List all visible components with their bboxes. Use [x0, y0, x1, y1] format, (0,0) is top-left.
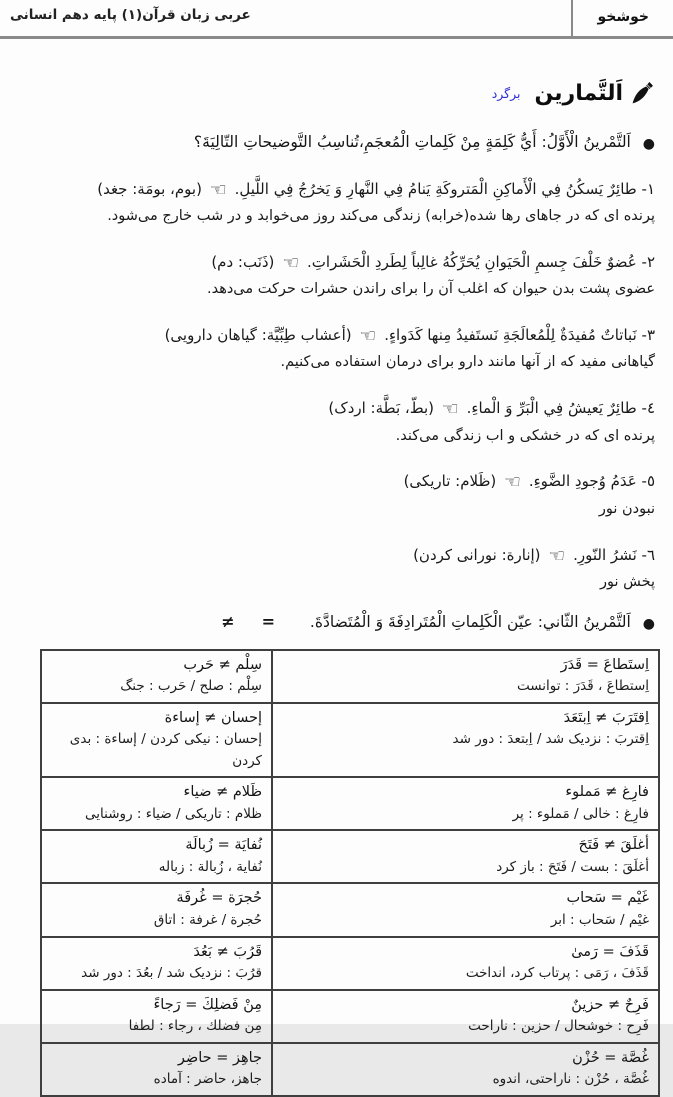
word-pair: ظَلام ≠ ضياء	[183, 784, 262, 801]
exercise-item	[14, 464, 655, 521]
item-persian-translation: گیاهانی مفید که از آنها مانند دارو برای درمان استفاده می‌کنیم.	[280, 354, 655, 371]
word-pair: غُصَّة = حُزْن	[572, 1049, 649, 1066]
item-persian-translation: عضوی پشت بدن حیوان که اغلب آن را برای راندن حشرات حرکت می‌دهد.	[206, 281, 655, 298]
word-meaning: فَرِح : خوشحال / حزین : ناراحت	[468, 1018, 649, 1035]
vocab-cell	[272, 937, 659, 990]
word-meaning: ظلام : تاریکی / ضیاء : روشنایی	[85, 805, 262, 822]
back-link[interactable]: برگرد	[491, 86, 521, 101]
brand-name: خوشخو	[597, 9, 649, 25]
word-meaning: حُجرة / غرفة : اتاق	[153, 911, 262, 928]
vocab-cell	[41, 650, 272, 703]
vocab-cell	[41, 777, 272, 830]
vocab-cell	[272, 777, 659, 830]
pointing-hand-icon: ☜	[282, 251, 300, 274]
word-pair: إحسان ≠ إساءة	[164, 709, 262, 726]
vocab-cell	[272, 883, 659, 936]
table-row	[41, 703, 659, 778]
item-arabic-line	[14, 318, 655, 351]
exercise1-title: اَلتَّمْرينُ الْأَوَّلُ: أَيُّ كَلِمَةٍ مِنْ كَلِماتِ الْمُعجَمِ،تُناسِبُ التَّوضيحاتِ التّالِيَةَ؟	[193, 133, 631, 151]
vocab-cell	[41, 703, 272, 778]
table-row	[41, 990, 659, 1043]
word-pair: غَيْم = سَحاب	[566, 890, 649, 907]
item-answer: (بطّ، بَطَّة: اردک)	[328, 399, 435, 418]
course-title: عربی زبان قرآن(۱) پایه دهم انسانی	[10, 7, 251, 23]
not-equals-symbol: ≠	[221, 611, 235, 631]
word-meaning: إحسان : نیکی کردن / إساءة : بدی کردن	[69, 731, 262, 769]
word-pair: جاهِز = حاضِر	[177, 1049, 262, 1066]
item-arabic-text: ٥- عَدَمُ وُجودِ الضَّوءِ.	[528, 472, 655, 491]
word-pair: قَذَفَ = رَمیٰ	[571, 943, 649, 960]
equals-symbol: =	[261, 611, 275, 631]
word-pair: سِلْم ≠ حَرب	[183, 656, 262, 673]
item-answer: (إنارة: نورانی کردن)	[413, 545, 541, 564]
word-pair: اِستَطاعَ = قَدَرَ	[560, 656, 649, 673]
word-meaning: فارِغ : خالی / مَملوء : پر	[512, 805, 649, 822]
item-answer: (ذَنَب: دم)	[211, 252, 275, 271]
word-meaning: مِن فضلك ، رجاء : لطفا	[128, 1018, 262, 1035]
item-answer: (أعشاب طِبِّيَّة: گیاهان دارویی)	[164, 326, 352, 345]
pointing-hand-icon: ☜	[441, 398, 459, 421]
section-title: اَلتَّمارين	[534, 81, 623, 106]
pointing-hand-icon: ☜	[504, 471, 522, 494]
item-persian-translation: نبودن نور	[598, 500, 655, 517]
exercise2-title: اَلتَّمْرينُ الثّاني: عيّن الْكَلِماتِ الْمُتَرادِفَةَ وَ الْمُتَضادَّةَ.	[309, 612, 631, 631]
table-row	[41, 937, 659, 990]
word-meaning: أغلَقَ : بست / فَتَحَ : باز کرد	[496, 858, 649, 875]
item-persian-translation: پخش نور	[599, 573, 655, 590]
vocab-cell	[272, 650, 659, 703]
bullet-icon: ●	[642, 136, 655, 152]
pointing-hand-icon: ☜	[359, 325, 377, 348]
vocab-cell	[272, 830, 659, 883]
page-header	[0, 0, 673, 39]
item-arabic-text: ۲- عُضوٌ خَلْفَ جِسمِ الْحَيَوانِ يُحَرِّكُهُ غالِباً لِطَردِ الْحَشَراتِ.	[307, 252, 655, 271]
vocab-cell	[272, 703, 659, 778]
vocab-cell	[41, 883, 272, 936]
exercise1-heading	[14, 129, 655, 156]
word-meaning: غيْم / سَحاب : ابر	[550, 911, 649, 928]
item-persian-translation: پرنده ای که در جاهای رها شده(خرابه) زندگی می‌کند روز می‌خوابد و در شب خارج می‌شود.	[107, 208, 655, 225]
word-meaning: اِقتربَ : نزدیک شد / اِبتعدَ : دور شد	[452, 731, 649, 748]
word-meaning: غُصَّة ، حُزْن : ناراحتی، اندوه	[492, 1071, 649, 1088]
exercise2-heading	[14, 608, 655, 636]
word-meaning: قرُبَ : نزدیک شد / بعُدَ : دور شد	[81, 965, 262, 981]
item-arabic-line	[14, 464, 655, 497]
table-row	[41, 830, 659, 883]
vocab-cell	[272, 990, 659, 1043]
exercise-item	[14, 172, 655, 229]
word-meaning: سِلْم : صلح / حَرب : جنگ	[120, 678, 262, 695]
table-row	[41, 650, 659, 703]
vocab-cell	[41, 1043, 272, 1096]
item-arabic-line	[14, 172, 655, 205]
table-row	[41, 883, 659, 936]
section-heading	[14, 81, 655, 106]
pointing-hand-icon: ☜	[548, 544, 566, 567]
word-pair: حُجرَة = غُرفَة	[176, 890, 262, 907]
word-pair: فارِغ ≠ مَملوء	[565, 784, 649, 801]
table-row	[41, 777, 659, 830]
item-arabic-line	[14, 245, 655, 278]
exercise-item	[14, 391, 655, 448]
word-pair: فَرِحٌ ≠ حزينٌ	[571, 996, 649, 1013]
table-row	[41, 1043, 659, 1096]
header-divider	[571, 0, 573, 39]
word-meaning: قَذَفَ ، رَمَی : پرتاب کرد، انداخت	[465, 965, 649, 981]
word-meaning: اِستطاعَ ، قَدَرَ : توانست	[516, 678, 649, 695]
exercise-item	[14, 538, 655, 595]
vocab-cell	[41, 830, 272, 883]
item-arabic-line	[14, 538, 655, 571]
item-answer: (بوم، بومَة: جغد)	[97, 179, 202, 198]
vocab-table	[40, 649, 660, 1097]
word-pair: أغلَقَ ≠ فَتَحَ	[578, 837, 649, 854]
exercise-item	[14, 318, 655, 375]
pointing-hand-icon: ☜	[209, 178, 227, 201]
item-arabic-text: ۳- نَباتاتٌ مُفيدَةٌ لِلْمُعالَجَةِ نَستَفيدُ مِنها كَدَواءٍ.	[384, 326, 655, 345]
word-pair: قَرُبَ ≠ بَعُدَ	[193, 943, 262, 960]
exercise-item	[14, 245, 655, 302]
vocab-cell	[41, 990, 272, 1043]
word-pair: مِنْ فَضلِكَ = رَجاءً	[153, 996, 262, 1013]
item-arabic-text: ٦- نَشرُ النّورِ.	[573, 545, 655, 564]
word-meaning: جاهز، حاضر : آماده	[153, 1071, 262, 1088]
vocab-cell	[272, 1043, 659, 1096]
word-meaning: نُفاية ، زُبالة : زباله	[158, 858, 262, 875]
bullet-icon: ●	[642, 615, 655, 632]
item-persian-translation: پرنده ای که در خشکی و اب زندگی می‌کند.	[395, 427, 655, 444]
item-arabic-text: ۱- طائِرٌ يَسكُنُ فِي الْأَماكِنِ الْمَتروكَةِ يَنامُ فِي النَّهارِ وَ يَخرُجُ فِي اللَّيلِ.	[234, 179, 655, 198]
item-answer: (ظَلام: تاریکی)	[403, 472, 497, 491]
vocab-cell	[41, 937, 272, 990]
word-pair: نُفايَة = زُبالَة	[185, 837, 262, 854]
word-pair: اِقتَرَبَ ≠ اِبتَعَدَ	[563, 709, 649, 726]
pen-icon	[630, 81, 655, 106]
item-arabic-line	[14, 391, 655, 424]
item-arabic-text: ٤- طائِرٌ يَعيشُ فِي الْبَرِّ وَ الْماءِ.	[466, 399, 655, 418]
